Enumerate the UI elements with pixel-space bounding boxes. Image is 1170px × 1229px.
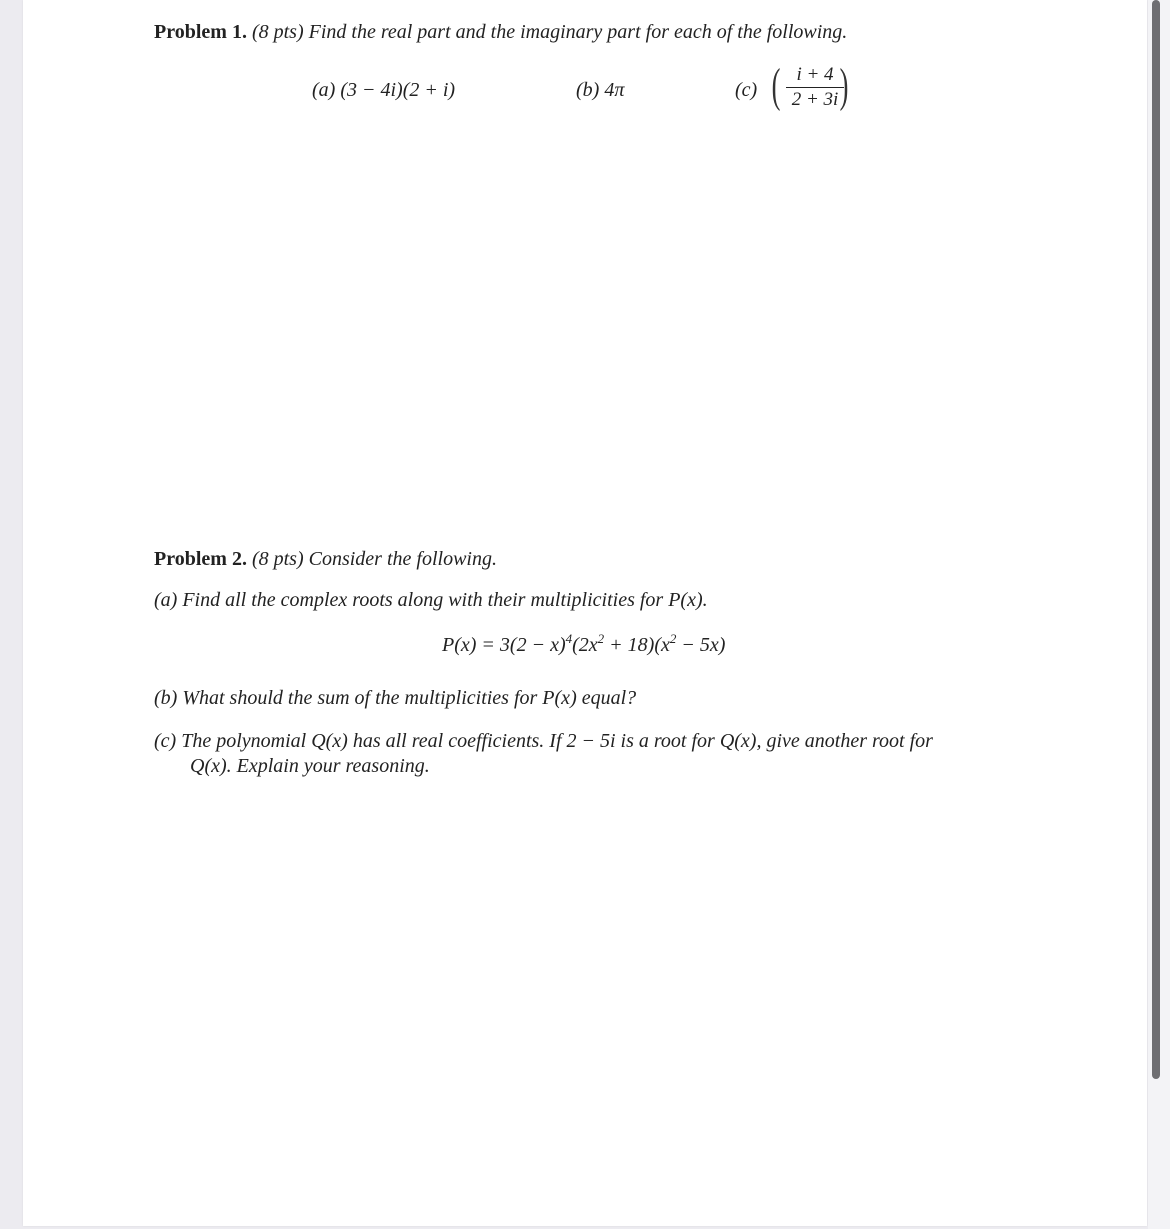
right-paren: )	[839, 59, 849, 112]
vertical-scrollbar-thumb[interactable]	[1152, 0, 1160, 1079]
left-paren: (	[771, 59, 781, 112]
part-b-label: (b)	[154, 687, 178, 709]
fraction-numerator: i + 4	[796, 64, 834, 85]
problem-1-part-a	[312, 79, 455, 102]
part-c-label: (c)	[154, 730, 177, 752]
problem-1-pts: (8 pts)	[251, 21, 304, 43]
part-a-text: Find all the complex roots along with their multiplicities for P(x).	[182, 589, 708, 611]
document-page	[23, 0, 1147, 1226]
part-a-expression: (3 − 4i)(2 + i)	[340, 79, 456, 101]
problem-2-header	[154, 548, 497, 571]
problem-2-pts: (8 pts)	[251, 548, 304, 570]
fraction-bar	[786, 87, 844, 88]
problem-2-part-c	[154, 730, 933, 753]
part-b-expression: 4π	[604, 79, 625, 101]
problem-1-header	[154, 21, 847, 44]
problem-1-prompt: Find the real part and the imaginary part for each of the following.	[308, 21, 848, 43]
problem-2-prompt: Consider the following.	[308, 548, 497, 570]
problem-2-heading: Problem 2.	[154, 548, 247, 570]
fraction-denominator: 2 + 3i	[791, 89, 839, 110]
problem-2-part-a	[154, 589, 708, 612]
part-c-text-line1: The polynomial Q(x) has all real coefficients. If 2 − 5i is a root for Q(x), give another root for	[181, 730, 933, 752]
part-c-text-line2: Q(x). Explain your reasoning.	[190, 755, 430, 777]
part-b-label: (b)	[576, 79, 600, 101]
problem-1-part-c-label: (c)	[735, 79, 758, 101]
part-a-label: (a)	[312, 79, 336, 101]
problem-1-part-c-fraction	[786, 64, 844, 111]
part-a-label: (a)	[154, 589, 178, 611]
part-b-text: What should the sum of the multiplicities for P(x) equal?	[182, 687, 637, 709]
problem-1-heading: Problem 1.	[154, 21, 247, 43]
problem-1-part-b	[576, 79, 624, 102]
problem-2-part-b	[154, 687, 636, 710]
polynomial-equation: $P(x) = 3(2 - x)^4(2x^2 + 18)(x^2 - 5x)$	[442, 631, 726, 656]
